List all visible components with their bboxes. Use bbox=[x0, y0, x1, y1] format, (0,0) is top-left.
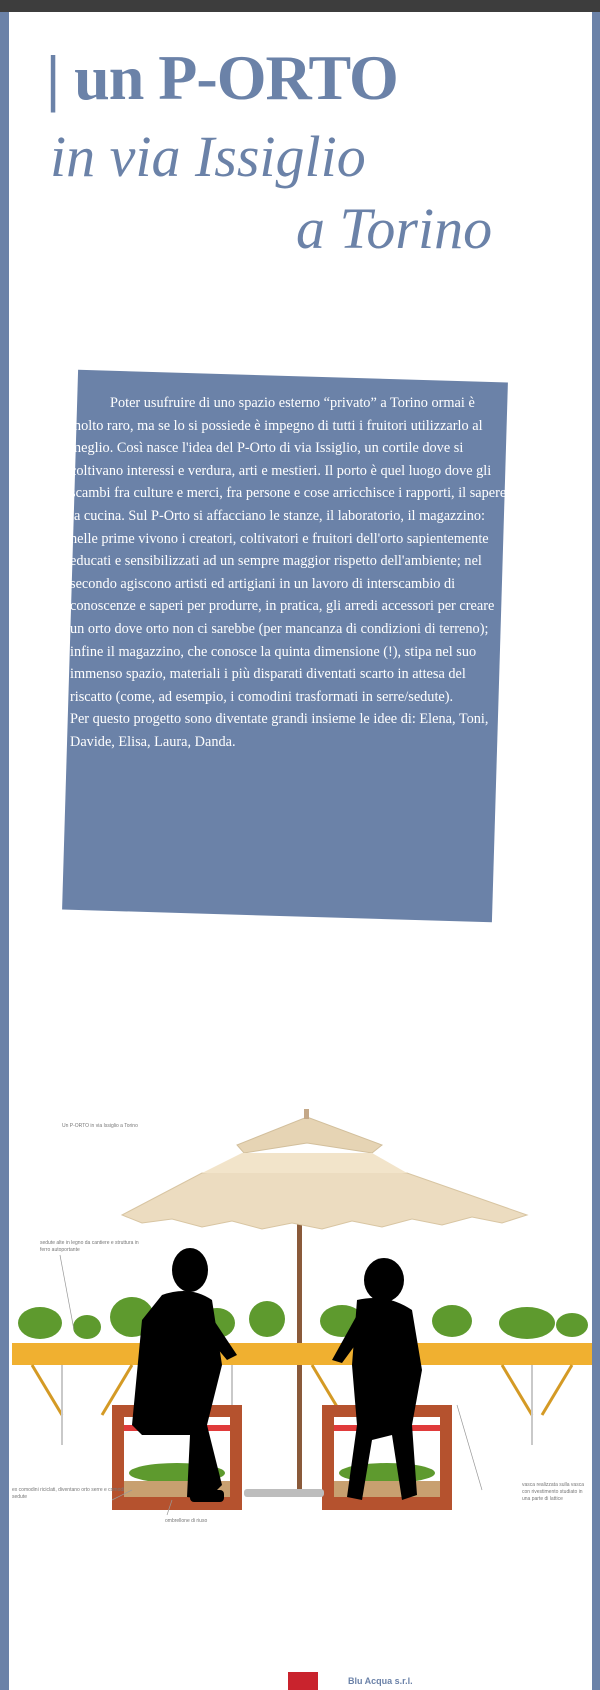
garden-illustration bbox=[12, 1105, 592, 1545]
umbrella-base bbox=[244, 1489, 324, 1497]
illustration-caption-right-bottom: vasca realizzata sulla vasca con rivestimento studiato in una parte di lattice bbox=[522, 1482, 584, 1502]
right-border bbox=[592, 12, 600, 1690]
illustration-caption-left-bottom: ex comodini riciclati, diventano orto serre e comodi sedute bbox=[12, 1487, 125, 1500]
illustration-caption-left-top: sedute alte in legno da cantiere e struttura in ferro autoportante bbox=[40, 1240, 139, 1253]
text-panel bbox=[70, 392, 510, 754]
top-bar bbox=[0, 0, 600, 12]
publisher-logo bbox=[288, 1672, 318, 1690]
table-top bbox=[12, 1343, 592, 1365]
publisher-name: Blu Acqua s.r.l. bbox=[348, 1676, 413, 1686]
illustration-caption-center-bottom: ombrellone di riuso bbox=[165, 1518, 208, 1524]
title-line-2: in via Issiglio bbox=[50, 124, 366, 189]
body-paragraph-1: Poter usufruire di uno spazio esterno “privato” a Torino ormai è molto raro, ma se lo si possiede è impegno di tutti i fruitori utilizzarlo al meglio. Così nasce l'idea del P-Orto di via Issiglio, un cortile dove si coltivano interessi e verdura, arti e mestieri. Il porto è quel luogo dove gli scambi fra culture e merci, fra persone e cose arricchisce i rapporti, il sapere, la cucina. Sul P-Orto si affacciano le stanze, il laboratorio, il magazzino: nelle prime vivono i creatori, coltivatori e fruitori dell'orto sapientemente educati e sensibilizzati ad un sempre maggior rispetto dell'ambiente; nel secondo agiscono artisti ed artigiani in un lavoro di interscambio di conoscenze e saperi per produrre, in pratica, gli arredi accessori per creare un orto dove orto non ci sarebbe (per mancanza di condizioni di terreno); infine il magazzino, che conosce la quinta dimensione (!), stipa nel suo immenso spazio, materiali i più disparati diventati scarto in attesa del riscatto (come, ad esempio, i comodini trasformati in serre/sedute). bbox=[70, 395, 510, 705]
umbrella-canopy bbox=[122, 1109, 527, 1229]
left-border bbox=[0, 12, 9, 1690]
illustration-caption-top: Un P-ORTO in via Issiglio a Torino bbox=[62, 1123, 138, 1129]
body-paragraph-2: Per questo progetto sono diventate grandi insieme le idee di: Elena, Toni, Davide, Elisa, Laura, Danda. bbox=[70, 711, 489, 750]
plant-row bbox=[18, 1297, 588, 1339]
title-line-1: | un P-ORTO bbox=[46, 42, 398, 113]
title-line-3: a Torino bbox=[296, 196, 493, 261]
